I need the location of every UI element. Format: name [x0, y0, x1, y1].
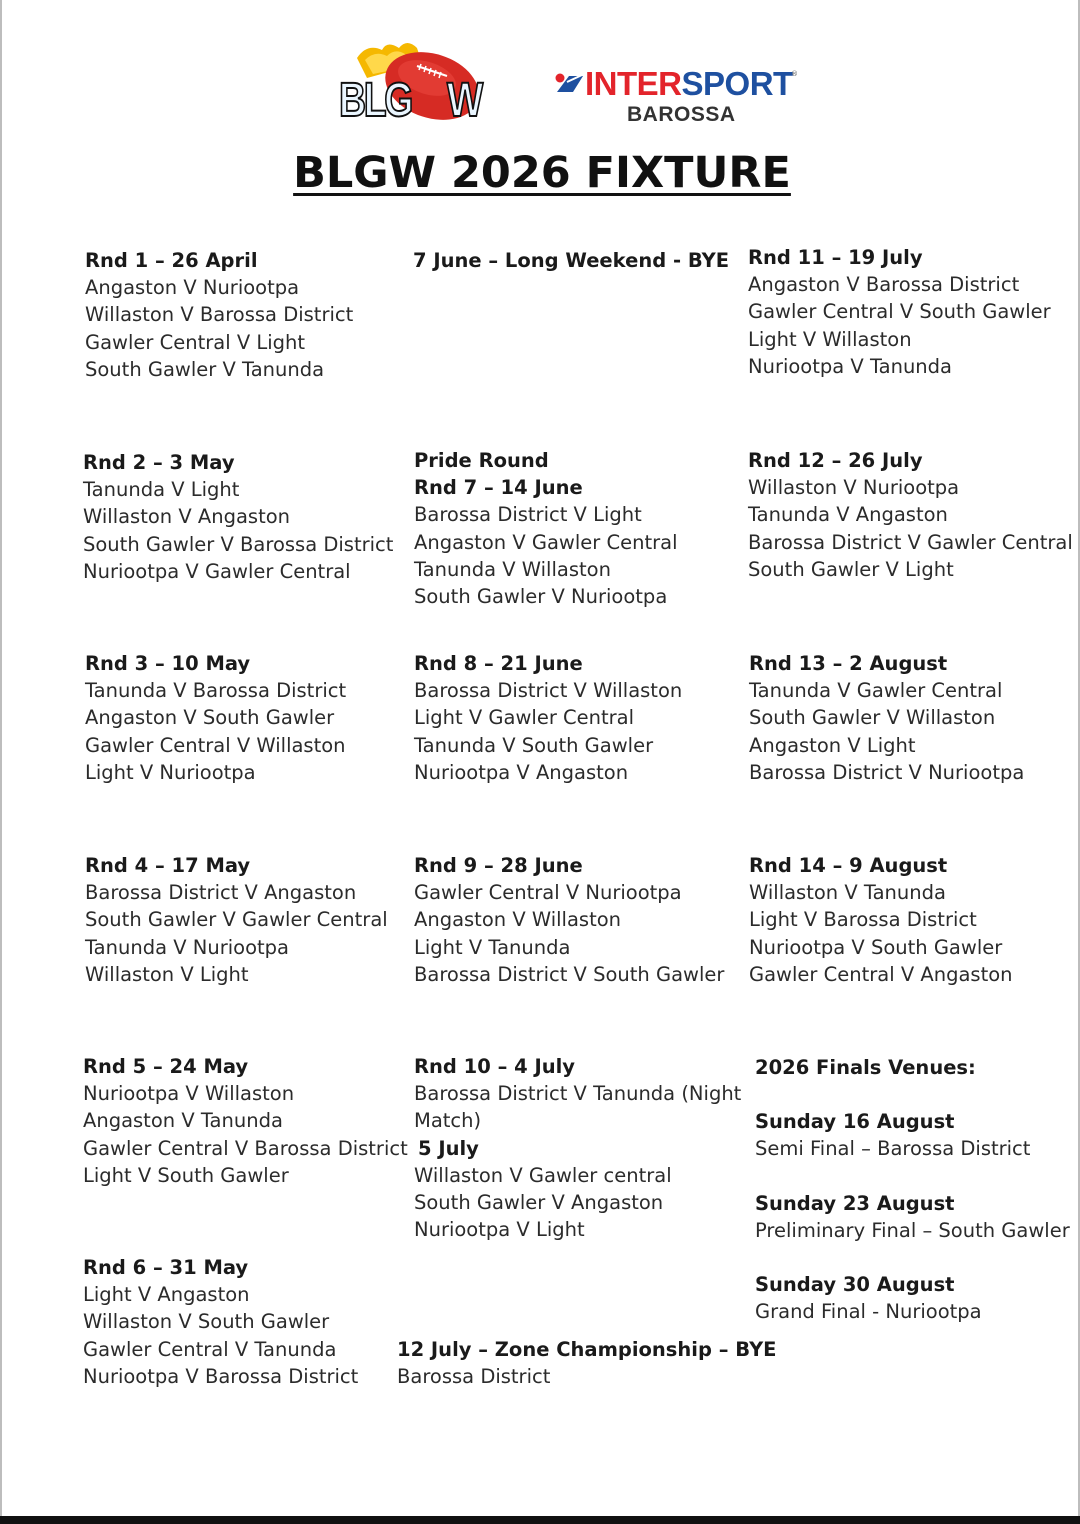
match: Barossa District V Gawler Central [748, 530, 1073, 554]
intersport-logo [555, 66, 800, 128]
round-header: Rnd 13 – 2 August [749, 652, 948, 675]
match: Tanunda V Angaston [748, 503, 948, 527]
bye-team: Barossa District [397, 1365, 551, 1389]
round-block [83, 1254, 358, 1390]
match: Barossa District V Tanunda (Night [414, 1082, 742, 1106]
match: Willaston V Nuriootpa [748, 476, 960, 500]
match: Angaston V Nuriootpa [85, 276, 300, 300]
round-block [414, 1053, 741, 1243]
match: Willaston V Gawler central [414, 1163, 672, 1187]
match: Light V Willaston [748, 327, 912, 351]
blgw-letter: L [363, 74, 385, 127]
round-subheader: 5 July [418, 1136, 479, 1160]
blgw-letter: G [384, 74, 412, 127]
round-header: Rnd 9 – 28 June [414, 854, 583, 877]
match: South Gawler V Light [748, 557, 954, 581]
round-header: Rnd 8 – 21 June [414, 652, 583, 675]
match: Light V Barossa District [749, 908, 977, 932]
match: Gawler Central V South Gawler [748, 300, 1051, 324]
round-header: Rnd 2 – 3 May [83, 451, 235, 474]
page-title-text: BLGW 2026 FIXTURE [293, 148, 791, 198]
final-desc: Grand Final - Nuriootpa [755, 1300, 982, 1324]
finals-block [755, 1054, 1070, 1325]
round-block [749, 852, 1013, 988]
page-title [2, 148, 1080, 198]
match: Angaston V Gawler Central [414, 530, 678, 554]
match: Nuriootpa V Gawler Central [83, 559, 351, 583]
blgw-letter: W [447, 74, 484, 127]
match: Gawler Central V Light [85, 330, 306, 354]
intersport-swoosh-icon [555, 72, 585, 96]
blgw-letter: B [339, 74, 364, 127]
final-date: Sunday 23 August [755, 1191, 955, 1215]
bye-header: 7 June – Long Weekend - BYE [413, 249, 730, 272]
match: South Gawler V Barossa District [83, 532, 394, 556]
bottom-bar [0, 1516, 1080, 1524]
final-date: Sunday 16 August [755, 1110, 955, 1134]
match: Willaston V Barossa District [85, 303, 354, 327]
match: Light V Tanunda [414, 935, 571, 959]
match: Tanunda V Nuriootpa [85, 935, 289, 959]
round-header: Rnd 5 – 24 May [83, 1055, 249, 1078]
trademark-symbol: ® [791, 70, 798, 78]
bye-header: 12 July – Zone Championship – BYE [397, 1338, 777, 1361]
match: Barossa District V Light [414, 503, 642, 527]
round-header: Rnd 7 – 14 June [414, 476, 583, 500]
match: South Gawler V Tanunda [85, 357, 325, 381]
match: Light V Angaston [83, 1283, 250, 1307]
intersport-location: BAROSSA [627, 103, 736, 126]
round-block [749, 650, 1024, 786]
match: Willaston V South Gawler [83, 1310, 330, 1334]
round-block [85, 247, 353, 383]
intersport-sport: SPORT [681, 65, 793, 102]
round-header: Rnd 1 – 26 April [85, 249, 258, 272]
match: Barossa District V Nuriootpa [749, 760, 1025, 784]
match: Barossa District V Willaston [414, 679, 683, 703]
final-date: Sunday 30 August [755, 1273, 955, 1297]
round-header: Rnd 6 – 31 May [83, 1256, 249, 1279]
final-desc: Preliminary Final – South Gawler [755, 1218, 1070, 1242]
match: Tanunda V Light [83, 478, 240, 502]
match: Willaston V Light [85, 962, 249, 986]
match: Gawler Central V Barossa District [83, 1136, 408, 1160]
match: South Gawler V Nuriootpa [414, 585, 668, 609]
match: Angaston V Tanunda [83, 1109, 283, 1133]
match: Nuriootpa V South Gawler [749, 935, 1003, 959]
match: Tanunda V Gawler Central [749, 679, 1003, 703]
match: South Gawler V Willaston [749, 706, 996, 730]
match: Light V South Gawler [83, 1163, 289, 1187]
match: Barossa District V South Gawler [414, 962, 725, 986]
round-header: Rnd 3 – 10 May [85, 652, 251, 675]
match: Nuriootpa V Barossa District [83, 1364, 359, 1388]
intersport-inter: INTER [585, 65, 682, 102]
match: Willaston V Angaston [83, 505, 291, 529]
bye-block [397, 1336, 777, 1390]
match: Angaston V Barossa District [748, 273, 1020, 297]
pride-round-label: Pride Round [414, 449, 549, 472]
round-block [414, 447, 678, 610]
round-header: Rnd 10 – 4 July [414, 1055, 575, 1078]
round-header: Rnd 4 – 17 May [85, 854, 251, 877]
round-header: Rnd 14 – 9 August [749, 854, 948, 877]
round-header: Rnd 12 – 26 July [748, 449, 923, 472]
final-desc: Semi Final – Barossa District [755, 1137, 1031, 1161]
round-block [83, 449, 393, 585]
match: Angaston V Light [749, 733, 916, 757]
match: Gawler Central V Tanunda [83, 1337, 337, 1361]
match: Gawler Central V Willaston [85, 733, 346, 757]
intersport-wordmark [585, 66, 793, 102]
round-block [83, 1053, 408, 1189]
match: South Gawler V Gawler Central [85, 908, 388, 932]
match: Tanunda V South Gawler [414, 733, 654, 757]
match: Tanunda V Barossa District [85, 679, 347, 703]
round-header: Rnd 11 – 19 July [748, 246, 923, 269]
match: Angaston V South Gawler [85, 706, 335, 730]
match: Gawler Central V Nuriootpa [414, 881, 682, 905]
match: Nuriootpa V Willaston [83, 1082, 295, 1106]
round-block [748, 244, 1051, 380]
match: Light V Nuriootpa [85, 760, 256, 784]
match: Light V Gawler Central [414, 706, 635, 730]
match: Angaston V Willaston [414, 908, 622, 932]
match: Nuriootpa V Angaston [414, 760, 629, 784]
round-block [748, 447, 1073, 583]
match: Willaston V Tanunda [749, 881, 946, 905]
round-block [85, 650, 346, 786]
finals-title: 2026 Finals Venues: [755, 1056, 976, 1079]
bye-block [413, 247, 729, 274]
match: South Gawler V Angaston [414, 1191, 664, 1215]
match: Barossa District V Angaston [85, 881, 357, 905]
match: Match) [414, 1109, 482, 1133]
round-block [85, 852, 388, 988]
match: Nuriootpa V Tanunda [748, 354, 952, 378]
blgw-logo [337, 38, 497, 128]
match: Gawler Central V Angaston [749, 962, 1013, 986]
round-block [414, 852, 724, 988]
match: Nuriootpa V Light [414, 1218, 585, 1242]
round-block [414, 650, 682, 786]
match: Tanunda V Willaston [414, 557, 611, 581]
